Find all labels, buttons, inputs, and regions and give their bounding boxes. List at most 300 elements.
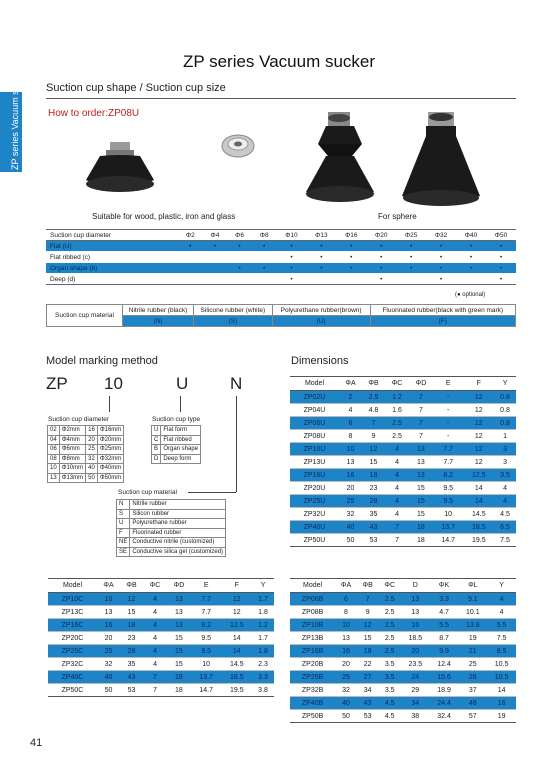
table-cell: 1.2 xyxy=(385,391,409,404)
table-cell: 6 xyxy=(339,417,362,430)
table-cell: 13 xyxy=(167,606,191,619)
table-cell: 8.2 xyxy=(191,619,222,632)
table-cell: 9.5 xyxy=(191,645,222,658)
table-cell: 12.5 xyxy=(463,469,494,482)
table-cell: 3.3 xyxy=(430,593,459,606)
header-cell: Φ50 xyxy=(486,230,516,241)
material-name: Fluorinated rubber(black with green mark) xyxy=(370,305,515,316)
table-cell: 1.8 xyxy=(252,606,274,619)
table-cell: 7 xyxy=(357,593,379,606)
header-cell: Suction cup diameter xyxy=(46,230,178,241)
table-cell: 9.5 xyxy=(191,632,222,645)
availability-dot xyxy=(336,274,366,285)
availability-dot: • xyxy=(252,241,277,252)
table-cell: 19.5 xyxy=(463,534,494,547)
table-cell: 4 xyxy=(339,404,362,417)
table-row xyxy=(48,435,124,445)
table-cell: 14.7 xyxy=(191,684,222,697)
table-cell: U xyxy=(152,426,161,436)
table-cell: 2.5 xyxy=(362,391,385,404)
header-cell: ΦA xyxy=(97,579,120,593)
table-cell: 20 xyxy=(97,632,120,645)
table-cell: ZP50B xyxy=(290,710,335,723)
header-cell: ΦK xyxy=(430,579,459,593)
sidebar-tab xyxy=(0,68,22,172)
availability-dot xyxy=(252,252,277,263)
table-cell: 25 xyxy=(97,645,120,658)
table-cell: Φ4mm xyxy=(59,435,85,445)
header-cell: D xyxy=(401,579,430,593)
table-cell: 13.8 xyxy=(458,619,487,632)
availability-dot: • xyxy=(456,252,486,263)
table-cell: 4 xyxy=(385,456,409,469)
code-part-type: U xyxy=(176,374,189,393)
material-title: Suction cup material xyxy=(118,489,177,496)
table-cell: 43 xyxy=(362,521,385,534)
connector-line xyxy=(236,396,237,492)
table-cell: 10 xyxy=(48,464,60,474)
table-cell: 7.5 xyxy=(494,534,516,547)
availability-dot: • xyxy=(366,263,396,274)
table-cell: ZP08B xyxy=(290,606,335,619)
table-row xyxy=(290,443,516,456)
table-cell: 13 xyxy=(167,593,191,606)
table-row xyxy=(290,430,516,443)
table-cell: 1.7 xyxy=(252,593,274,606)
table-cell: Φ32mm xyxy=(97,454,123,464)
table-row xyxy=(290,671,516,684)
table-cell: ZP13B xyxy=(290,632,335,645)
table-row xyxy=(152,426,201,436)
material-code: (N) xyxy=(123,316,194,327)
table-row xyxy=(117,500,226,510)
table-cell: 14.5 xyxy=(463,508,494,521)
table-cell: 16 xyxy=(487,697,516,710)
table-cell: 22 xyxy=(357,658,379,671)
table-cell: Conductive silica gel (customized) xyxy=(130,547,226,557)
table-cell: 25 xyxy=(458,658,487,671)
header-cell: Φ20 xyxy=(366,230,396,241)
table-cell: 13 xyxy=(401,606,430,619)
table-cell: 8.5 xyxy=(487,645,516,658)
table-cell: 40 xyxy=(97,671,120,684)
availability-dot xyxy=(178,263,203,274)
table-cell: 1.6 xyxy=(385,404,409,417)
table-cell: 13 xyxy=(335,632,357,645)
header-cell: ΦB xyxy=(120,579,143,593)
small-cup-image xyxy=(218,130,258,162)
table-cell: ZP25C xyxy=(48,645,97,658)
table-cell: 18 xyxy=(167,671,191,684)
table-cell: 1.2 xyxy=(252,619,274,632)
table-cell: N xyxy=(117,500,130,510)
table-cell: 1.8 xyxy=(252,645,274,658)
header-cell: ΦC xyxy=(385,377,409,391)
material-code: (F) xyxy=(370,316,515,327)
table-cell: 1 xyxy=(494,430,516,443)
table-cell: 18.5 xyxy=(401,632,430,645)
table-cell: 50 xyxy=(97,684,120,697)
table-cell: 43 xyxy=(357,697,379,710)
table-row xyxy=(48,619,274,632)
table-cell: 10 xyxy=(97,593,120,606)
table-cell: ZP13U xyxy=(290,456,339,469)
table-cell: 40 xyxy=(335,697,357,710)
sidebar-label: ZP series Vacuum sucker xyxy=(10,68,20,170)
table-cell: 35 xyxy=(362,508,385,521)
table-cell: 8.7 xyxy=(430,632,459,645)
header-cell: Φ25 xyxy=(396,230,426,241)
table-cell: 13 xyxy=(401,593,430,606)
table-cell: 32 xyxy=(335,684,357,697)
table-cell: 0.8 xyxy=(494,404,516,417)
table-cell: Φ40mm xyxy=(97,464,123,474)
availability-dot xyxy=(203,263,228,274)
table-cell: B xyxy=(152,445,161,455)
header-cell: Model xyxy=(48,579,97,593)
table-cell: Nitrile rubber xyxy=(130,500,226,510)
dimensions-table-b xyxy=(290,578,516,723)
table-cell: 34 xyxy=(401,697,430,710)
availability-dot xyxy=(178,252,203,263)
table-cell: 12 xyxy=(463,404,494,417)
table-row xyxy=(290,619,516,632)
table-row xyxy=(48,684,274,697)
table-cell: 13.7 xyxy=(433,521,464,534)
table-cell: 10 xyxy=(191,658,222,671)
table-cell: 13 xyxy=(48,473,60,483)
table-cell: ZP06B xyxy=(290,593,335,606)
table-cell: 14.5 xyxy=(221,658,252,671)
table-cell: 15 xyxy=(167,645,191,658)
table-row xyxy=(290,495,516,508)
material-code: (U) xyxy=(272,316,370,327)
table-cell: 50 xyxy=(335,710,357,723)
header-cell: Model xyxy=(290,579,335,593)
availability-dot: • xyxy=(366,252,396,263)
availability-dot: • xyxy=(252,263,277,274)
table-cell: 12 xyxy=(221,606,252,619)
table-cell: 2.3 xyxy=(252,658,274,671)
table-cell: 12.4 xyxy=(430,658,459,671)
table-cell: ZP02U xyxy=(290,391,339,404)
table-row xyxy=(48,445,124,455)
table-cell: 23 xyxy=(362,482,385,495)
table-cell: 06 xyxy=(48,445,60,455)
table-cell: 7 xyxy=(385,521,409,534)
table-cell: Deep form xyxy=(161,454,201,464)
table-row xyxy=(290,508,516,521)
table-cell: 32 xyxy=(339,508,362,521)
table-cell: 19.5 xyxy=(221,684,252,697)
table-cell: 4.8 xyxy=(362,404,385,417)
table-cell: 3.8 xyxy=(252,684,274,697)
availability-dot: • xyxy=(277,263,307,274)
table-cell: 3.3 xyxy=(252,671,274,684)
table-cell: 48 xyxy=(458,697,487,710)
table-cell: 14 xyxy=(463,495,494,508)
dimensions-table-u xyxy=(290,376,516,547)
table-row xyxy=(48,632,274,645)
table-header-row xyxy=(290,377,516,391)
table-cell: Φ6mm xyxy=(59,445,85,455)
availability-dot: • xyxy=(336,263,366,274)
table-cell: 32.4 xyxy=(430,710,459,723)
organ-cup-image xyxy=(300,106,380,216)
table-cell: 12 xyxy=(463,391,494,404)
table-cell: Flat ribbed xyxy=(161,435,201,445)
table-cell: 7.7 xyxy=(433,443,464,456)
header-cell: E xyxy=(433,377,464,391)
table-cell: 9.5 xyxy=(433,482,464,495)
table-cell: 7 xyxy=(409,391,433,404)
table-cell: Flat form xyxy=(161,426,201,436)
table-cell: ZP40U xyxy=(290,521,339,534)
header-cell: ΦC xyxy=(378,579,400,593)
diameter-title: Suction cup diameter xyxy=(48,416,110,423)
table-cell: C xyxy=(152,435,161,445)
table-row xyxy=(48,658,274,671)
table-cell: 4 xyxy=(494,495,516,508)
table-cell: 0.8 xyxy=(494,391,516,404)
material-code-table xyxy=(116,499,226,557)
table-cell: ZP16B xyxy=(290,645,335,658)
table-cell: Φ10mm xyxy=(59,464,85,474)
availability-dot: • xyxy=(486,241,516,252)
table-cell: Polyurethane rubber xyxy=(130,519,226,529)
table-cell: 3.5 xyxy=(494,469,516,482)
header-cell: Y xyxy=(494,377,516,391)
table-row xyxy=(46,252,516,263)
table-cell: ZP16U xyxy=(290,469,339,482)
table-cell: S xyxy=(117,509,130,519)
divider xyxy=(46,98,516,99)
table-cell: 10 xyxy=(335,619,357,632)
table-cell: 15 xyxy=(357,632,379,645)
availability-dot: • xyxy=(277,252,307,263)
table-cell: Organ shape xyxy=(161,445,201,455)
header-cell: Y xyxy=(487,579,516,593)
table-cell: 18 xyxy=(357,645,379,658)
table-cell: Φ16mm xyxy=(97,426,123,436)
table-cell: - xyxy=(433,391,464,404)
table-cell: 4 xyxy=(385,482,409,495)
table-cell: 23.5 xyxy=(401,658,430,671)
table-cell: 2 xyxy=(339,391,362,404)
table-row xyxy=(290,684,516,697)
availability-dot: • xyxy=(396,263,426,274)
table-cell: 8.2 xyxy=(433,469,464,482)
header-cell: ΦA xyxy=(335,579,357,593)
connector-line xyxy=(180,396,181,412)
table-cell: 13 xyxy=(409,469,433,482)
table-cell: 4 xyxy=(494,482,516,495)
table-row xyxy=(290,417,516,430)
table-row xyxy=(48,606,274,619)
availability-dot: • xyxy=(366,274,396,285)
table-cell: Φ20mm xyxy=(97,435,123,445)
availability-dot xyxy=(203,274,228,285)
table-row xyxy=(117,538,226,548)
type-table xyxy=(151,425,201,464)
availability-dot xyxy=(203,252,228,263)
table-cell: ZP04U xyxy=(290,404,339,417)
table-cell: ZP16C xyxy=(48,619,97,632)
table-cell: 3 xyxy=(494,456,516,469)
table-cell: U xyxy=(117,519,130,529)
table-row xyxy=(48,473,124,483)
table-cell: 3.5 xyxy=(378,671,400,684)
table-cell: Φ2mm xyxy=(59,426,85,436)
table-row xyxy=(290,469,516,482)
table-cell: 4 xyxy=(143,632,167,645)
table-cell: 43 xyxy=(120,671,143,684)
table-cell: 28 xyxy=(458,671,487,684)
table-row xyxy=(46,274,516,285)
table-cell: 4 xyxy=(385,443,409,456)
table-cell: 38 xyxy=(401,710,430,723)
header-cell: Φ8 xyxy=(252,230,277,241)
dimensions-table-c xyxy=(48,578,274,697)
table-cell: 50 xyxy=(339,534,362,547)
availability-dot: • xyxy=(456,241,486,252)
table-cell: 32 xyxy=(97,658,120,671)
table-cell: 18.5 xyxy=(221,671,252,684)
table-cell: 21 xyxy=(458,645,487,658)
header-cell: Model xyxy=(290,377,339,391)
table-cell: 57 xyxy=(458,710,487,723)
availability-dot: • xyxy=(396,252,426,263)
header-cell: F xyxy=(221,579,252,593)
availability-dot: • xyxy=(178,241,203,252)
table-cell: 16 xyxy=(86,426,98,436)
availability-dot: • xyxy=(366,241,396,252)
table-row xyxy=(290,456,516,469)
table-cell: 0.8 xyxy=(494,417,516,430)
shape-label: Flat ribbed (c) xyxy=(46,252,178,263)
table-row xyxy=(290,521,516,534)
page-number: 41 xyxy=(30,737,43,749)
table-cell: 15 xyxy=(409,482,433,495)
shape-label: Deep (d) xyxy=(46,274,178,285)
table-cell: ZP32C xyxy=(48,658,97,671)
table-cell: ZP08U xyxy=(290,430,339,443)
table-cell: 2.5 xyxy=(378,619,400,632)
header-cell: Φ6 xyxy=(227,230,252,241)
table-cell: Φ50mm xyxy=(97,473,123,483)
table-cell: 35 xyxy=(120,658,143,671)
table-cell: 13 xyxy=(409,443,433,456)
table-cell: ZP10B xyxy=(290,619,335,632)
availability-dot: • xyxy=(227,263,252,274)
availability-dot: • xyxy=(203,241,228,252)
table-row xyxy=(290,697,516,710)
table-cell: 2.5 xyxy=(378,593,400,606)
header-cell: Y xyxy=(252,579,274,593)
table-cell: 15 xyxy=(409,508,433,521)
table-cell: 7 xyxy=(143,671,167,684)
table-cell: 7.7 xyxy=(433,456,464,469)
table-row xyxy=(290,710,516,723)
table-cell: 2.5 xyxy=(378,645,400,658)
table-cell: D xyxy=(152,454,161,464)
table-cell: 14 xyxy=(221,645,252,658)
table-cell: 5.5 xyxy=(430,619,459,632)
table-cell: 12 xyxy=(221,593,252,606)
table-cell: 7.5 xyxy=(487,632,516,645)
table-cell: 7 xyxy=(385,534,409,547)
table-cell: 24 xyxy=(401,671,430,684)
table-cell: 53 xyxy=(357,710,379,723)
table-row xyxy=(290,645,516,658)
header-cell: Φ32 xyxy=(426,230,456,241)
table-cell: ZP40B xyxy=(290,697,335,710)
table-row xyxy=(290,482,516,495)
table-header-row xyxy=(290,579,516,593)
table-cell: - xyxy=(433,430,464,443)
table-cell: 12 xyxy=(357,619,379,632)
code-part-zp: ZP xyxy=(46,374,68,393)
availability-dot xyxy=(178,274,203,285)
table-cell: 5.5 xyxy=(487,619,516,632)
availability-dot: • xyxy=(426,241,456,252)
table-row xyxy=(117,519,226,529)
table-row xyxy=(48,454,124,464)
table-cell: 3.5 xyxy=(378,658,400,671)
table-cell: 4 xyxy=(385,469,409,482)
table-cell: 12 xyxy=(362,443,385,456)
table-row xyxy=(290,404,516,417)
table-cell: 4 xyxy=(487,606,516,619)
table-cell: Conductive nitrile (customized) xyxy=(130,538,226,548)
table-cell: 4 xyxy=(143,645,167,658)
table-cell: ZP20U xyxy=(290,482,339,495)
table-cell: 16 xyxy=(97,619,120,632)
type-title: Suction cup type xyxy=(152,416,201,423)
flat-cup-image xyxy=(80,140,160,200)
table-row xyxy=(290,658,516,671)
header-cell: ΦD xyxy=(409,377,433,391)
table-row xyxy=(48,671,274,684)
shape-label: Flat (U) xyxy=(46,241,178,252)
header-cell: E xyxy=(191,579,222,593)
page-title: ZP series Vacuum sucker xyxy=(182,52,376,71)
table-cell: 20 xyxy=(401,645,430,658)
header-cell: Φ13 xyxy=(306,230,336,241)
table-cell: 4.5 xyxy=(378,697,400,710)
table-cell: 13 xyxy=(339,456,362,469)
table-cell: Φ25mm xyxy=(97,445,123,455)
table-row xyxy=(152,454,201,464)
section-subtitle: Suction cup shape / Suction cup size xyxy=(46,82,226,94)
table-cell: 23 xyxy=(120,632,143,645)
table-cell: SE xyxy=(117,547,130,557)
table-cell: NE xyxy=(117,538,130,548)
material-table xyxy=(46,304,516,327)
table-cell: 12 xyxy=(463,430,494,443)
availability-dot xyxy=(306,274,336,285)
availability-dot: • xyxy=(306,252,336,263)
material-label: Suction cup material xyxy=(47,305,123,327)
table-cell: 40 xyxy=(339,521,362,534)
table-cell: 18 xyxy=(409,534,433,547)
table-cell: 10 xyxy=(433,508,464,521)
table-cell: ZP32B xyxy=(290,684,335,697)
table-cell: 13 xyxy=(97,606,120,619)
table-row xyxy=(117,528,226,538)
table-cell: 19 xyxy=(458,632,487,645)
table-cell: 18 xyxy=(409,521,433,534)
